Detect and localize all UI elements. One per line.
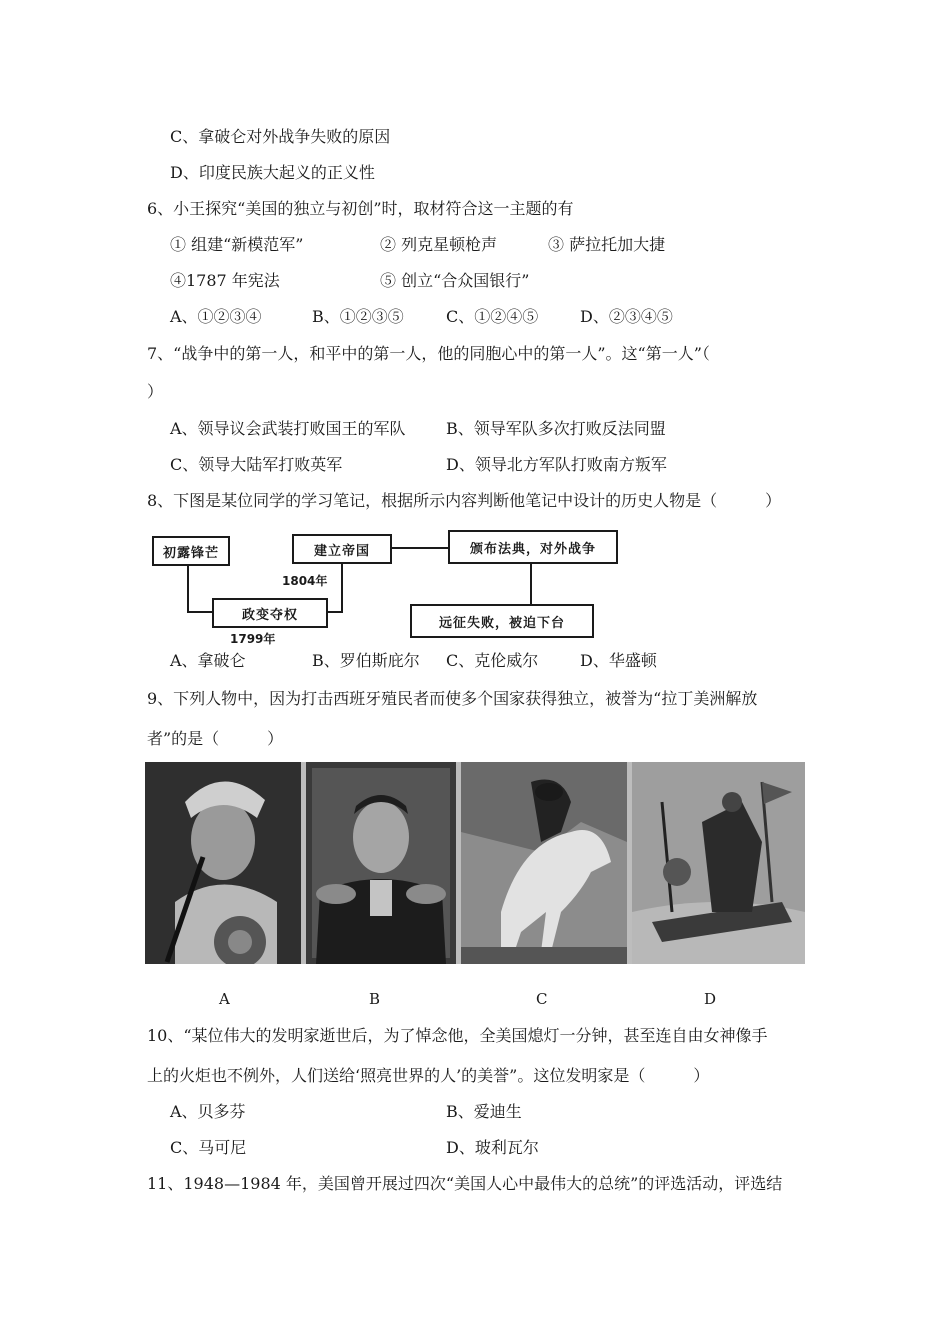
- q10-option-a: A、贝多芬: [170, 1102, 246, 1121]
- q8-option-a: A、拿破仑: [170, 651, 246, 670]
- q9-stem-line1: 9、下列人物中，因为打击西班牙殖民者而使多个国家获得独立，被誉为“拉丁美洲解放: [147, 689, 758, 708]
- flow-box-defeat: 远征失败，被迫下台: [410, 604, 594, 638]
- q5-option-c: C、拿破仑对外战争失败的原因: [170, 127, 391, 146]
- q7-option-c: C、领导大陆军打败英军: [170, 455, 343, 474]
- q9-label-a: A: [219, 990, 230, 1008]
- q9-stem-line2: 者”的是（ ）: [147, 729, 284, 748]
- flow-box-coup: 政变夺权: [212, 598, 328, 628]
- q6-option-c: C、①②④⑤: [446, 307, 539, 326]
- q10-stem-line2: 上的火炬也不例外，人们送给‘照亮世界的人’的美誉”。这位发明家是（ ）: [147, 1066, 710, 1085]
- q10-stem-line1: 10、“某位伟大的发明家逝世后，为了悼念他，全美国熄灯一分钟，甚至连自由女神像手: [147, 1026, 768, 1045]
- q8-flowchart: [148, 518, 618, 646]
- q6-stem: 6、小王探究“美国的独立与初创”时，取材符合这一主题的有: [147, 199, 574, 218]
- q8-option-d: D、华盛顿: [580, 651, 657, 670]
- q9-label-d: D: [704, 990, 717, 1008]
- q8-stem: 8、下图是某位同学的学习笔记，根据所示内容判断他笔记中设计的历史人物是（ ）: [147, 491, 782, 510]
- flow-box-code-war: 颁布法典，对外战争: [448, 530, 618, 564]
- q9-label-b: B: [369, 990, 381, 1008]
- q7-stem-line1: 7、“战争中的第一人，和平中的第一人，他的同胞心中的第一人”。这“第一人”（: [147, 344, 710, 363]
- q10-option-c: C、马可尼: [170, 1138, 247, 1157]
- q7-stem-line2: ）: [147, 382, 164, 401]
- q9-portrait-strip: [145, 762, 805, 964]
- q7-option-a: A、领导议会武装打败国王的军队: [170, 419, 406, 438]
- q6-option-b: B、①②③⑤: [312, 307, 404, 326]
- q6-item-3: ③ 萨拉托加大捷: [548, 235, 666, 254]
- flow-box-empire: 建立帝国: [292, 534, 392, 564]
- q8-option-b: B、罗伯斯庇尔: [312, 651, 420, 670]
- q5-option-d: D、印度民族大起义的正义性: [170, 163, 375, 182]
- q8-option-c: C、克伦威尔: [446, 651, 539, 670]
- q6-item-1: ① 组建“新模范军”: [170, 235, 304, 254]
- q7-option-b: B、领导军队多次打败反法同盟: [446, 419, 666, 438]
- flow-year-1804: 1804年: [282, 574, 328, 588]
- q7-option-d: D、领导北方军队打败南方叛军: [446, 455, 667, 474]
- q6-item-2: ② 列克星顿枪声: [380, 235, 498, 254]
- q6-item-4: ④1787 年宪法: [170, 271, 280, 290]
- q9-label-c: C: [536, 990, 548, 1008]
- q10-option-d: D、玻利瓦尔: [446, 1138, 539, 1157]
- q11-stem-line1: 11、1948—1984 年，美国曾开展过四次“美国人心中最伟大的总统”的评选活动，评选结: [147, 1174, 783, 1193]
- q10-option-b: B、爱迪生: [446, 1102, 522, 1121]
- q6-option-a: A、①②③④: [170, 307, 262, 326]
- q6-option-d: D、②③④⑤: [580, 307, 673, 326]
- flow-box-debut: 初露锋芒: [152, 536, 230, 566]
- flow-year-1799: 1799年: [230, 632, 276, 646]
- portrait-b-image: [306, 762, 456, 964]
- portrait-d-image: [632, 762, 805, 964]
- portrait-a-image: [145, 762, 301, 964]
- portrait-c-image: [461, 762, 627, 964]
- q6-item-5: ⑤ 创立“合众国银行”: [380, 271, 530, 290]
